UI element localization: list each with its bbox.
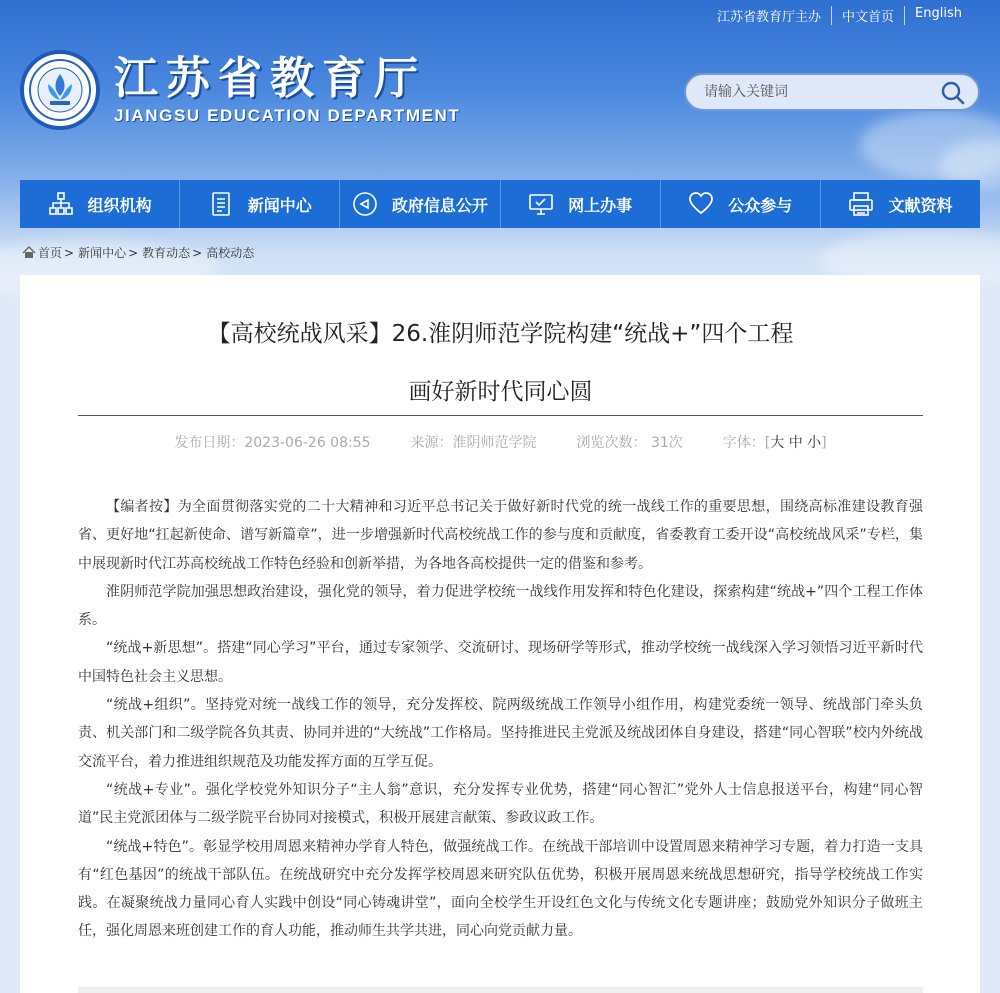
search-icon[interactable] <box>940 80 966 106</box>
paragraph: “统战+特色”。彰显学校用周恩来精神办学育人特色，做强统战工作。在统战干部培训中设置周恩来精神学习专题，着力打造一支具有“红色基因”的统战干部队伍。在统战研究中充分发挥学校周恩来研究队伍优势，积极开展周恩来统战思想研究，指导学校统战工作实践。在凝聚统战力量同心育人实践中创设“同心铸魂讲堂”，面向全校学生开设红色文化与传统文化专题讲座；鼓励党外知识分子做班主任，强化周恩来班创建工作的育人功能，推动师生共学共进，同心向党贡献力量。 <box>78 838 923 940</box>
heart-icon <box>688 191 714 217</box>
breadcrumb-university-news[interactable]: 高校动态 <box>206 246 255 260</box>
paragraph: “统战+专业”。强化学校党外知识分子“主人翁”意识，充分发挥专业优势，搭建“同心智汇”党外人士信息报送平台，构建“同心智道”民主党派团体与二级学院平台协同对接模式，积极开展建言献策、参政议政工作。 <box>78 781 923 827</box>
article-title-line1: 【高校统战风采】26.淮阴师范学院构建“统战+”四个工程 <box>207 321 794 347</box>
nav-label: 公众参与 <box>728 195 793 215</box>
breadcrumb-news[interactable]: 新闻中心 <box>78 246 127 260</box>
emblem-icon <box>20 50 100 130</box>
megaphone-icon <box>352 191 378 217</box>
nav-item-online-services[interactable] <box>501 180 661 228</box>
nav-label: 新闻中心 <box>247 195 312 215</box>
home-icon <box>22 246 36 259</box>
font-size-medium[interactable]: 中 <box>788 435 803 451</box>
nav-label: 文献资料 <box>888 195 953 215</box>
breadcrumb-separator: > <box>128 245 139 260</box>
font-size-label: 字体：[ <box>722 435 771 451</box>
nav-item-organization[interactable] <box>20 180 180 228</box>
nav-item-news[interactable] <box>180 180 340 228</box>
top-links <box>707 6 972 25</box>
breadcrumb-home[interactable]: 首页 <box>38 246 63 260</box>
nav-label: 组织机构 <box>87 195 152 215</box>
article-meta <box>78 432 923 452</box>
logo-chinese-name: 江苏省教育厅 <box>114 53 426 104</box>
sponsor-link[interactable]: 江苏省教育厅主办 <box>717 10 822 25</box>
breadcrumb-separator: > <box>64 245 75 260</box>
nav-label: 网上办事 <box>568 195 633 215</box>
font-size-small[interactable]: 小 <box>807 435 822 451</box>
font-size-large[interactable]: 大 <box>770 435 785 451</box>
monitor-icon <box>528 191 554 217</box>
article-panel <box>20 275 980 993</box>
document-icon <box>208 191 234 217</box>
nav-item-gov-info[interactable] <box>340 180 500 228</box>
paragraph: 淮阴师范学院加强思想政治建设，强化党的领导，着力促进学校统一战线作用发挥和特色化建设，探索构建“统战+”四个工程工作体系。 <box>78 583 923 629</box>
bottom-divider <box>78 987 923 993</box>
logo-english-name: JIANGSU EDUCATION DEPARTMENT <box>114 106 461 125</box>
font-size-close: ] <box>821 435 827 451</box>
title-divider <box>78 415 923 416</box>
publish-date: 发布日期：2023-06-26 08:55 <box>174 435 371 451</box>
search-box <box>684 73 980 111</box>
english-link[interactable]: English <box>904 6 972 25</box>
view-count: 浏览次数： 31次 <box>576 435 683 451</box>
breadcrumb-separator: > <box>192 245 203 260</box>
chinese-home-link[interactable]: 中文首页 <box>831 6 904 25</box>
site-logo[interactable] <box>20 50 460 130</box>
article-body <box>78 493 923 946</box>
article-source: 来源：淮阴师范学院 <box>410 435 537 451</box>
org-chart-icon <box>48 191 74 217</box>
breadcrumb <box>22 244 254 261</box>
paragraph: 【编者按】为全面贯彻落实党的二十大精神和习近平总书记关于做好新时代党的统一战线工作的重要思想，围绕高标准建设教育强省、更好地“扛起新使命、谱写新篇章”，进一步增强新时代高校统战工作的参与度和贡献度，省委教育工委开设“高校统战风采”专栏，集中展现新时代江苏高校统战工作特色经验和创新举措，为各地各高校提供一定的借鉴和参考。 <box>78 499 923 572</box>
search-input[interactable] <box>704 84 934 100</box>
font-size-control <box>723 432 827 452</box>
article-title-line2: 画好新时代同心圆 <box>408 379 593 405</box>
nav-item-public-participation[interactable] <box>661 180 821 228</box>
nav-label: 政府信息公开 <box>391 195 488 215</box>
nav-item-documents[interactable] <box>821 180 980 228</box>
paragraph: “统战+组织”。坚持党对统一战线工作的领导，充分发挥校、院两级统战工作领导小组作用，构建党委统一领导、统战部门牵头负责、机关部门和二级学院各负其责、协同并进的“大统战”工作格局。坚持推进民主党派及统战团体自身建设，搭建“同心智联”校内外统战交流平台，着力推进组织规范及功能发挥方面的互学互促。 <box>78 697 923 770</box>
paragraph: “统战+新思想”。搭建“同心学习”平台，通过专家领学、交流研讨、现场研学等形式，推动学校统一战线深入学习领悟习近平新时代中国特色社会主义思想。 <box>78 640 923 685</box>
breadcrumb-education-news[interactable]: 教育动态 <box>142 246 191 260</box>
main-nav <box>20 180 980 228</box>
printer-icon <box>848 191 874 217</box>
